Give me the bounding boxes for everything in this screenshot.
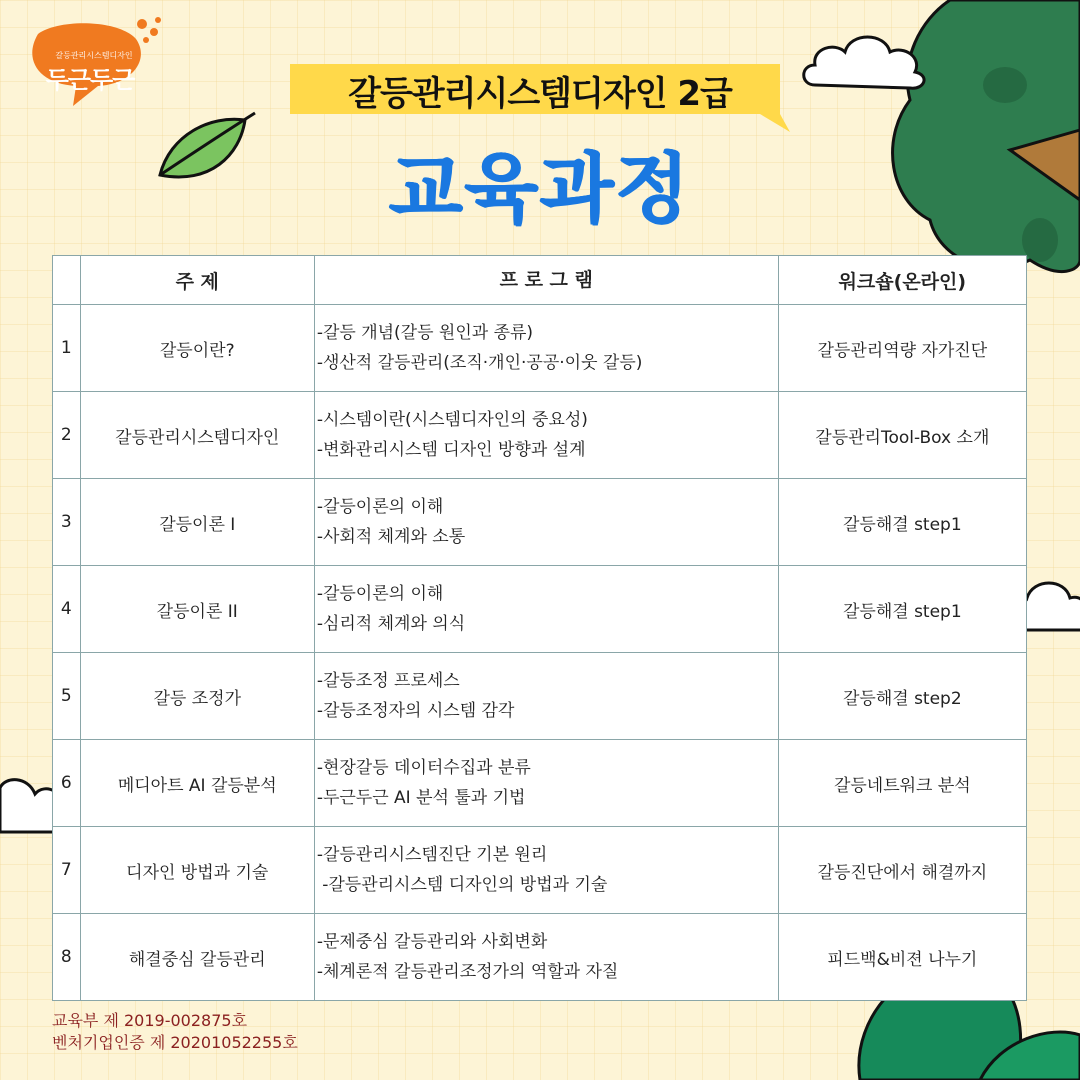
row-program — [314, 392, 778, 479]
row-workshop: 갈등해결 step1 — [778, 566, 1026, 653]
row-program — [314, 914, 778, 1001]
row-program — [314, 740, 778, 827]
footer-ministry-registration: 교육부 제 2019-002875호 — [52, 1011, 248, 1030]
row-topic: 디자인 방법과 기술 — [80, 827, 314, 914]
page-title: 교육과정 — [389, 144, 691, 233]
brand-logo — [18, 14, 168, 114]
row-program — [314, 566, 778, 653]
row-workshop: 갈등진단에서 해결까지 — [778, 827, 1026, 914]
footer-venture-certification: 벤처기업인증 제 20201052255호 — [52, 1033, 298, 1052]
header-topic: 주 제 — [80, 256, 314, 305]
leaf-illustration — [150, 105, 260, 190]
row-number: 1 — [53, 305, 81, 392]
row-topic: 갈등관리시스템디자인 — [80, 392, 314, 479]
program-line: -두근두근 AI 분석 툴과 기법 — [316, 788, 526, 808]
row-program — [314, 479, 778, 566]
table-row — [53, 827, 1027, 914]
table-row — [53, 479, 1027, 566]
program-line: -문제중심 갈등관리와 사회변화 — [316, 932, 548, 952]
logo-caption: 갈등관리시스템디자인 — [55, 51, 133, 60]
row-workshop: 갈등네트워크 분석 — [778, 740, 1026, 827]
cloud-top-illustration — [800, 20, 930, 95]
row-number: 3 — [53, 479, 81, 566]
row-program — [314, 827, 778, 914]
subtitle-text: 갈등관리시스템디자인 2급 — [348, 74, 732, 114]
program-line: -심리적 체계와 의식 — [316, 614, 466, 634]
header-number — [53, 256, 81, 305]
row-number: 7 — [53, 827, 81, 914]
table-row — [53, 566, 1027, 653]
program-line: -시스템이란(시스템디자인의 중요성) — [316, 410, 588, 430]
row-workshop: 갈등해결 step2 — [778, 653, 1026, 740]
row-topic: 메디아트 AI 갈등분석 — [80, 740, 314, 827]
program-line: -사회적 체계와 소통 — [316, 527, 466, 547]
table-row — [53, 653, 1027, 740]
row-topic: 갈등이론 II — [80, 566, 314, 653]
row-topic: 해결중심 갈등관리 — [80, 914, 314, 1001]
curriculum-table — [52, 255, 1027, 1001]
table-row — [53, 392, 1027, 479]
program-line: -생산적 갈등관리(조직·개인·공공·이웃 갈등) — [316, 353, 643, 373]
program-line: -갈등관리시스템진단 기본 원리 — [316, 845, 548, 865]
row-workshop: 갈등관리Tool-Box 소개 — [778, 392, 1026, 479]
program-line: -갈등 개념(갈등 원인과 종류) — [316, 323, 534, 343]
program-line: -갈등조정자의 시스템 감각 — [316, 701, 515, 721]
program-line: -갈등이론의 이해 — [316, 584, 444, 604]
row-topic: 갈등이론 I — [80, 479, 314, 566]
table-row — [53, 305, 1027, 392]
program-line: -현장갈등 데이터수집과 분류 — [316, 758, 531, 778]
row-workshop: 피드백&비젼 나누기 — [778, 914, 1026, 1001]
row-workshop: 갈등관리역량 자가진단 — [778, 305, 1026, 392]
program-line: -갈등관리시스템 디자인의 방법과 기술 — [316, 875, 608, 895]
table-row — [53, 914, 1027, 1001]
row-number: 6 — [53, 740, 81, 827]
header-program: 프 로 그 램 — [314, 256, 778, 305]
row-program — [314, 653, 778, 740]
table-row — [53, 740, 1027, 827]
row-number: 2 — [53, 392, 81, 479]
program-line: -체계론적 갈등관리조정가의 역할과 자질 — [316, 962, 619, 982]
program-line: -갈등이론의 이해 — [316, 497, 444, 517]
logo-brand-name: 두근두근 — [45, 66, 135, 94]
row-number: 8 — [53, 914, 81, 1001]
program-line: -갈등조정 프로세스 — [316, 671, 460, 691]
row-number: 4 — [53, 566, 81, 653]
program-line: -변화관리시스템 디자인 방향과 설계 — [316, 440, 586, 460]
row-number: 5 — [53, 653, 81, 740]
row-topic: 갈등이란? — [80, 305, 314, 392]
row-program — [314, 305, 778, 392]
row-topic: 갈등 조정가 — [80, 653, 314, 740]
table-header-row — [53, 256, 1027, 305]
footer-certifications — [52, 1010, 298, 1054]
header-workshop: 워크숍(온라인) — [778, 256, 1026, 305]
subtitle-banner — [290, 60, 790, 126]
row-workshop: 갈등해결 step1 — [778, 479, 1026, 566]
